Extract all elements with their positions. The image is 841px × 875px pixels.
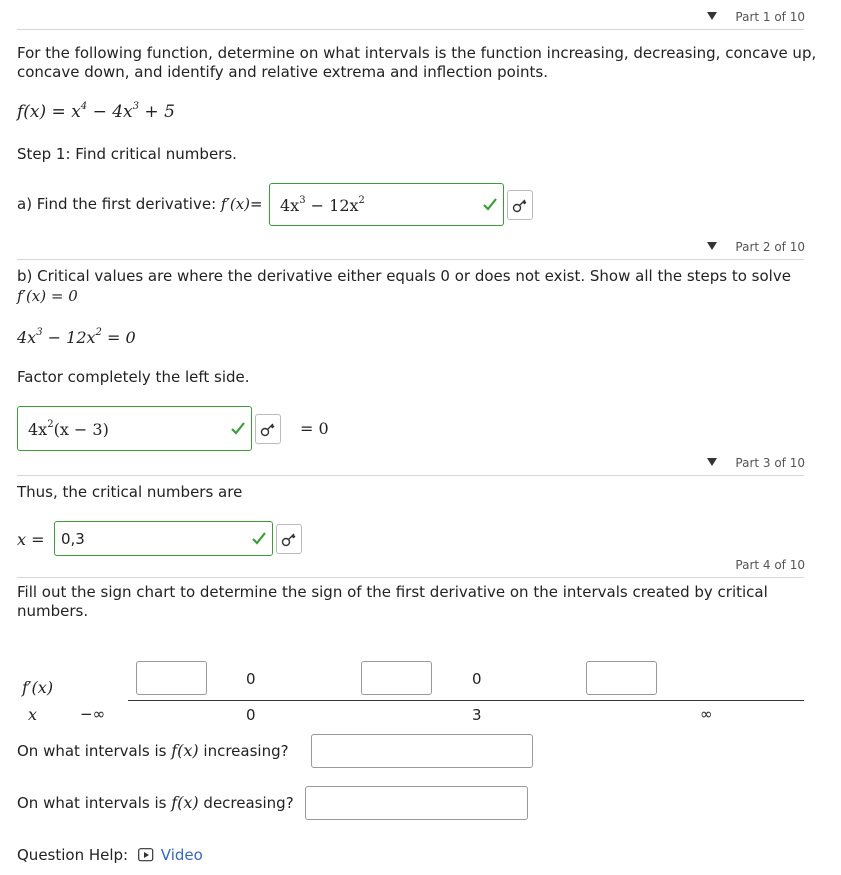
step1-title: Step 1: Find critical numbers. bbox=[17, 145, 237, 163]
key-icon bbox=[512, 197, 528, 213]
part-label: Part 1 of 10 bbox=[735, 10, 805, 24]
sign-chart-critical-value: 0 bbox=[246, 670, 256, 688]
key-icon bbox=[260, 421, 276, 437]
sign-chart-critical-x: 0 bbox=[246, 706, 256, 724]
play-icon bbox=[138, 848, 154, 862]
key-icon bbox=[281, 531, 297, 547]
sign-input-interval-3[interactable] bbox=[586, 661, 657, 695]
part-1-header[interactable] bbox=[707, 10, 805, 24]
divider bbox=[17, 577, 804, 578]
increasing-intervals-input[interactable] bbox=[311, 734, 533, 768]
neg-infinity: −∞ bbox=[80, 705, 106, 723]
key-button[interactable] bbox=[507, 190, 533, 220]
part-2-header[interactable] bbox=[707, 240, 805, 254]
sign-chart-critical-x: 3 bbox=[472, 706, 482, 724]
checkmark-icon bbox=[231, 420, 245, 436]
sign-chart-critical-value: 0 bbox=[472, 670, 482, 688]
part-4-header[interactable] bbox=[735, 558, 805, 572]
divider bbox=[17, 475, 804, 476]
part-3-header[interactable] bbox=[707, 456, 805, 470]
divider bbox=[17, 29, 804, 30]
critical-numbers-text: Thus, the critical numbers are bbox=[17, 483, 243, 501]
increasing-question: On what intervals is f(x) increasing? bbox=[17, 741, 289, 760]
first-derivative-label: a) Find the first derivative: f′(x)= bbox=[17, 195, 263, 213]
collapse-triangle-icon[interactable] bbox=[707, 242, 717, 250]
pos-infinity: ∞ bbox=[700, 705, 713, 723]
x-equals-label: x = bbox=[17, 530, 45, 549]
equation: $4x^3 - 12x^2 = 0$ bbox=[17, 327, 136, 347]
sign-chart-axis bbox=[128, 700, 804, 701]
key-button[interactable] bbox=[255, 414, 281, 444]
video-link[interactable]: Video bbox=[138, 846, 203, 864]
part-label: Part 2 of 10 bbox=[735, 240, 805, 254]
function-definition: $f(x) = x^4 - 4x^3 + 5$ bbox=[17, 101, 175, 122]
sign-chart-fprime-label: f′(x) bbox=[22, 678, 54, 697]
checkmark-icon bbox=[483, 196, 497, 212]
key-button[interactable] bbox=[276, 524, 302, 554]
critical-numbers-answer[interactable] bbox=[54, 521, 273, 556]
divider bbox=[17, 259, 804, 260]
answer-text: $4x^3 - 12x^2$ bbox=[280, 195, 365, 215]
decreasing-question: On what intervals is f(x) decreasing? bbox=[17, 793, 294, 812]
sign-input-interval-2[interactable] bbox=[361, 661, 432, 695]
answer-text: $4x^2(x - 3)$ bbox=[28, 419, 109, 439]
sign-chart-instructions: Fill out the sign chart to determine the sign of the first derivative on the intervals created by critical numbers. bbox=[17, 583, 768, 620]
sign-chart-x-label: x bbox=[28, 705, 38, 724]
answer-text: 0,3 bbox=[61, 530, 85, 548]
question-intro: For the following function, determine on what intervals is the function increasing, decreasing, concave up, concave down, and identify and relative extrema and inflection points. bbox=[17, 44, 817, 81]
collapse-triangle-icon[interactable] bbox=[707, 12, 717, 20]
equals-zero: = 0 bbox=[300, 419, 329, 438]
part-label: Part 3 of 10 bbox=[735, 456, 805, 470]
factor-answer[interactable] bbox=[17, 406, 252, 451]
checkmark-icon bbox=[252, 530, 266, 546]
factor-prompt: Factor completely the left side. bbox=[17, 368, 250, 386]
decreasing-intervals-input[interactable] bbox=[305, 786, 528, 820]
part-label: Part 4 of 10 bbox=[735, 558, 805, 572]
collapse-triangle-icon[interactable] bbox=[707, 458, 717, 466]
question-help-label: Question Help: bbox=[17, 846, 129, 864]
part2-instructions: b) Critical values are where the derivative either equals 0 or does not exist. Show all the steps to solve f′(x) = 0 bbox=[17, 267, 791, 305]
first-derivative-answer[interactable] bbox=[269, 183, 504, 226]
sign-input-interval-1[interactable] bbox=[136, 661, 207, 695]
